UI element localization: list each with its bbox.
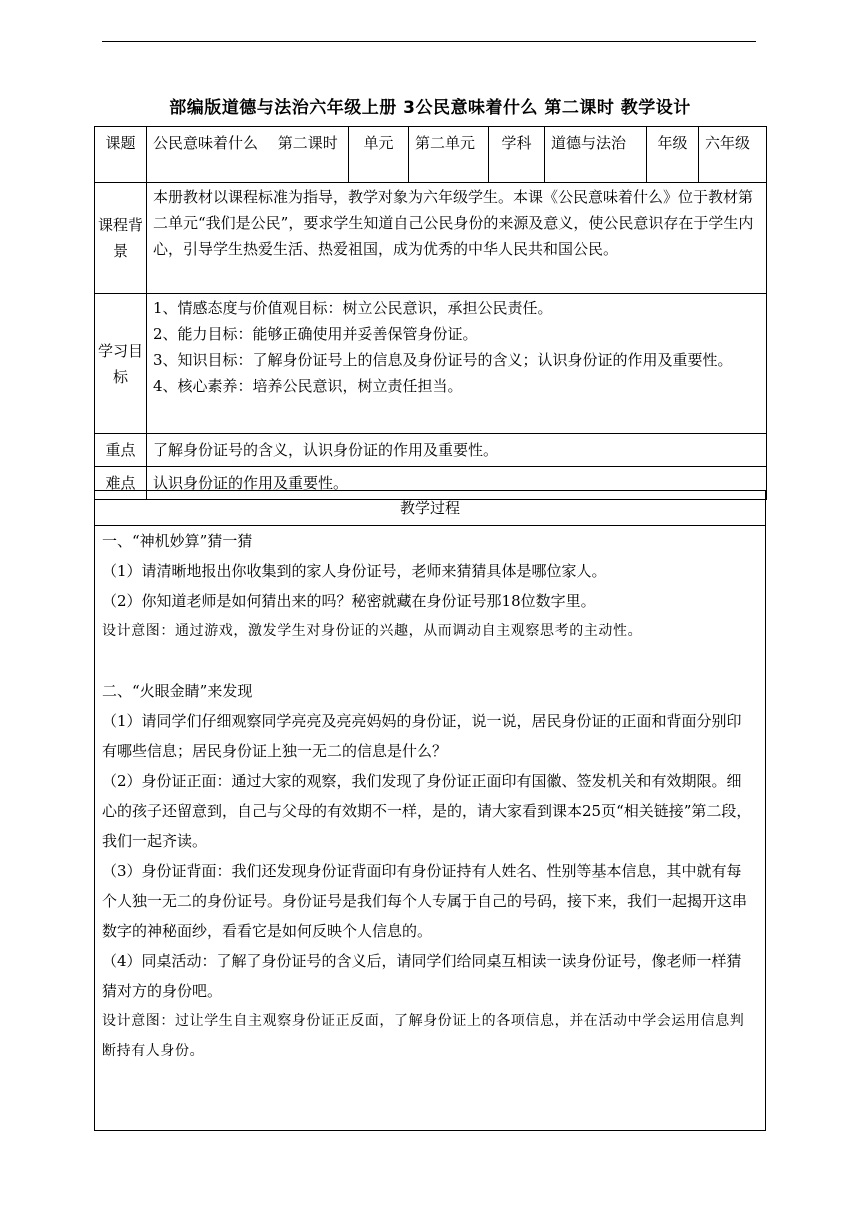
- section-spacer: [102, 646, 755, 676]
- process-item: （2）身份证正面：通过大家的观察，我们发现了身份证正面印有国徽、签发机关和有效期限。细心的孩子还留意到，自己与父母的有效期不一样，是的，请大家看到课本25页“相关链接”第二段，我们一起齐读。: [102, 772, 752, 850]
- process-item: （1）请清晰地报出你收集到的家人身份证号，老师来猜猜具体是哪位家人。: [102, 562, 607, 580]
- difficulty-label: 难点: [95, 467, 147, 500]
- header-rule: [102, 41, 756, 42]
- objective-item: 2、能力目标：能够正确使用并妥善保管身份证。: [153, 325, 478, 343]
- process-body: [95, 526, 765, 1066]
- subject-value: 道德与法治: [545, 127, 647, 183]
- key-point-text: 了解身份证号的含义，认识身份证的作用及重要性。: [147, 434, 767, 467]
- background-label: 课程背景: [95, 183, 147, 294]
- section-heading: 一、“神机妙算”猜一猜: [102, 532, 253, 550]
- process-item: （4）同桌活动：了解了身份证号的含义后，请同学们给同桌互相读一读身份证号，像老师一样猜猜对方的身份吧。: [102, 952, 742, 1000]
- key-point-label: 重点: [95, 434, 147, 467]
- objectives-label: 学习目标: [95, 294, 147, 434]
- process-header: 教学过程: [95, 491, 765, 526]
- objective-item: 1、情感态度与价值观目标：树立公民意识，承担公民责任。: [153, 299, 553, 317]
- unit-label: 单元: [349, 127, 409, 183]
- objective-item: 4、核心素养：培养公民意识，树立责任担当。: [153, 377, 463, 395]
- process-item: （1）请同学们仔细观察同学亮亮及亮亮妈妈的身份证，说一说，居民身份证的正面和背面分别印有哪些信息；居民身份证上独一无二的信息是什么？: [102, 712, 742, 760]
- process-item: （3）身份证背面：我们还发现身份证背面印有身份证持有人姓名、性别等基本信息，其中就有每个人独一无二的身份证号。身份证号是我们每个人专属于自己的号码，接下来，我们一起揭开这串数字的神秘面纱，看看它是如何反映个人信息的。: [102, 862, 748, 940]
- subject-label: 学科: [489, 127, 545, 183]
- design-intent: 设计意图：过让学生自主观察身份证正反面，了解身份证上的各项信息，并在活动中学会运用信息判断持有人身份。: [102, 1013, 745, 1059]
- difficulty-text: 认识身份证的作用及重要性。: [147, 467, 767, 500]
- info-row-background: [95, 183, 767, 294]
- info-row-header: [95, 127, 767, 183]
- lesson-info-table: [94, 126, 767, 500]
- grade-label: 年级: [647, 127, 699, 183]
- objective-item: 3、知识目标：了解身份证号上的信息及身份证号的含义；认识身份证的作用及重要性。: [153, 351, 733, 369]
- topic-value: 公民意味着什么 第二课时: [147, 127, 349, 183]
- document-title: 部编版道德与法治六年级上册 3公民意味着什么 第二课时 教学设计: [169, 98, 691, 118]
- topic-label: 课题: [95, 127, 147, 183]
- section-heading: 二、“火眼金睛”来发现: [102, 682, 253, 700]
- background-text: 本册教材以课程标准为指导，教学对象为六年级学生。本课《公民意味着什么》位于教材第二单元“我们是公民”，要求学生知道自己公民身份的来源及意义，使公民意识存在于学生内心，引导学生热爱生活、热爱祖国，成为优秀的中华人民共和国公民。: [147, 183, 767, 294]
- info-row-key-point: [95, 434, 767, 467]
- grade-value: 六年级: [699, 127, 767, 183]
- teaching-process-box: [94, 490, 766, 1131]
- objectives-list: [147, 294, 767, 434]
- design-intent: 设计意图：通过游戏，激发学生对身份证的兴趣，从而调动自主观察思考的主动性。: [102, 623, 643, 639]
- process-item: （2）你知道老师是如何猜出来的吗？秘密就藏在身份证号那18位数字里。: [102, 592, 596, 610]
- unit-value: 第二单元: [409, 127, 489, 183]
- info-row-objectives: [95, 294, 767, 434]
